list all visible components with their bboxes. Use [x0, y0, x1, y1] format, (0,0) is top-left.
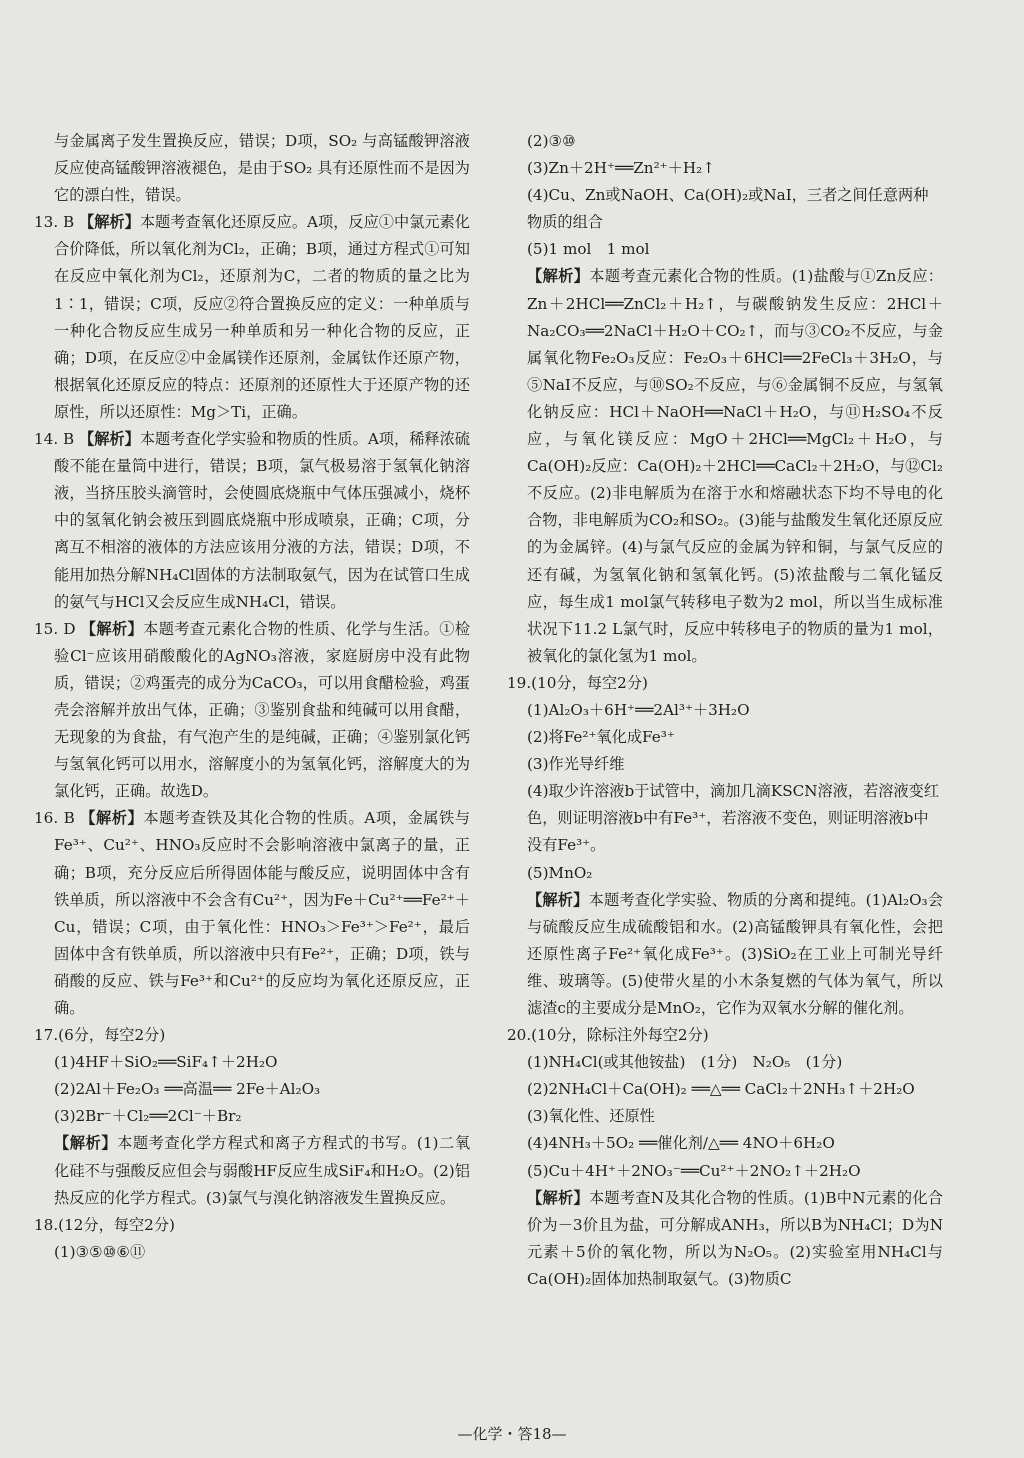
continued-text: 与金属离子发生置换反应，错误；D项，SO₂ 与高锰酸钾溶液反应使高锰酸钾溶液褪色，是由于SO₂ 具有还原性而不是因为它的漂白性，错误。: [54, 132, 470, 205]
answer-13-text: 本题考查氧化还原反应。A项，反应①中氯元素化合价降低，所以氧化剂为Cl₂，正确；B项，通过方程式①可知在反应中氧化剂为Cl₂，还原剂为C，二者的物质的量之比为1∶1，错误；C项，反应②符合置换反应的定义：一种单质与一种化合物反应生成另一种单质和另一种化合物的反应，正确；D项，在反应②中金属镁作还原剂，金属钛作还原产物，根据氧化还原反应的特点：还原剂的还原性大于还原产物的还原性，所以还原性：Mg＞Ti，正确。: [54, 213, 470, 421]
answer-17-analysis: [34, 1130, 470, 1211]
answer-16-number: 16. B: [34, 809, 75, 828]
answer-20-analysis-text: 本题考查N及其化合物的性质。(1)B中N元素的化合价为－3价且为盐，可分解成ANH₃，所以B为NH₄Cl；D为N元素＋5价的氧化物，所以为N₂O₅。(2)实验室用NH₄Cl与Ca(OH)₂固体加热制取氨气。(3)物质C: [527, 1188, 943, 1288]
answer-20-analysis: [507, 1185, 943, 1293]
page-footer: —化学・答18—: [457, 1425, 567, 1443]
answer-18-analysis: [507, 263, 943, 669]
answer-17-line: (2)2Al＋Fe₂O₃ ══高温══ 2Fe＋Al₂O₃: [54, 1080, 321, 1099]
answer-17-analysis-text: 本题考查化学方程式和离子方程式的书写。(1)二氧化硅不与强酸反应但会与弱酸HF反应生成SiF₄和H₂O。(2)铝热反应的化学方程式。(3)氯气与溴化钠溶液发生置换反应。: [54, 1134, 471, 1207]
answer-19-line: (1)Al₂O₃＋6H⁺══2Al³⁺＋3H₂O: [527, 700, 750, 719]
answer-14-number: 14. B: [34, 430, 75, 449]
analysis-tag: 【解析】: [527, 1188, 589, 1207]
answer-20-line: (3)氧化性、还原性: [527, 1107, 655, 1126]
answer-18-line: (1)③⑤⑩⑥⑪: [54, 1242, 146, 1261]
answer-18-heading: 18.(12分，每空2分): [34, 1215, 175, 1234]
answer-15: [34, 616, 470, 806]
answer-14: [34, 426, 470, 616]
answer-19-heading: 19.(10分，每空2分): [507, 673, 648, 692]
answer-17-line: (1)4HF＋SiO₂══SiF₄↑＋2H₂O: [54, 1053, 278, 1072]
answer-19-line: (3)作光导纤维: [527, 755, 625, 774]
answer-19-line: (4)取少许溶液b于试管中，滴加几滴KSCN溶液，若溶液变红色，则证明溶液b中有Fe³⁺，若溶液不变色，则证明溶液b中没有Fe³⁺。: [527, 782, 940, 855]
analysis-tag: 【解析】: [80, 809, 144, 828]
answer-20-line: (5)Cu＋4H⁺＋2NO₃⁻══Cu²⁺＋2NO₂↑＋2H₂O: [527, 1161, 861, 1180]
analysis-tag: 【解析】: [527, 890, 589, 909]
answer-19-line: (5)MnO₂: [527, 863, 593, 882]
answer-20-line: (4)4NH₃＋5O₂ ══催化剂/△══ 4NO＋6H₂O: [527, 1134, 835, 1153]
answer-18-analysis-text: 本题考查元素化合物的性质。(1)盐酸与①Zn反应：Zn＋2HCl══ZnCl₂＋H₂↑，与碳酸钠发生反应：2HCl＋Na₂CO₃══2NaCl＋H₂O＋CO₂↑，而与③CO₂不反应，与金属氧化物Fe₂O₃反应：Fe₂O₃＋6HCl══2FeCl₃＋3H₂O，与⑤NaI不反应，与⑩SO₂不反应，与⑥金属铜不反应，与氢氧化钠反应：HCl＋NaOH══NaCl＋H₂O，与⑪H₂SO₄不反应，与氧化镁反应：MgO＋2HCl══MgCl₂＋H₂O，与Ca(OH)₂反应：Ca(OH)₂＋2HCl══CaCl₂＋2H₂O，与⑫Cl₂不反应。(2)非电解质为在溶于水和熔融状态下均不导电的化合物，非电解质为CO₂和SO₂。(3)能与盐酸发生氧化还原反应的为金属锌。(4)与氯气反应的金属为锌和铜，与氯气反应的还有碱，为氢氧化钠和氢氧化钙。(5)浓盐酸与二氧化锰反应，每生成1 mol氯气转移电子数为2 mol，所以当生成标准状况下11.2 L氯气时，反应中转移电子的物质的量为1 mol，被氧化的氯化氢为1 mol。: [527, 267, 943, 665]
analysis-tag: 【解析】: [80, 619, 144, 638]
answer-13-number: 13. B: [34, 213, 75, 232]
answer-17-heading: 17.(6分，每空2分): [34, 1026, 166, 1045]
answer-14-text: 本题考查化学实验和物质的性质。A项，稀释浓硫酸不能在量筒中进行，错误；B项，氯气极易溶于氢氧化钠溶液，当挤压胶头滴管时，会使圆底烧瓶中气体压强减小，烧杯中的氢氧化钠会被压到圆底烧瓶中形成喷泉，正确；C项，分离互不相溶的液体的方法应该用分液的方法，错误；D项，不能用加热分解NH₄Cl固体的方法制取氨气，因为在试管口生成的氨气与HCl又会反应生成NH₄Cl，错误。: [54, 430, 470, 611]
answer-18-line: (3)Zn＋2H⁺══Zn²⁺＋H₂↑: [527, 159, 715, 178]
answer-19-analysis-text: 本题考查化学实验、物质的分离和提纯。(1)Al₂O₃会与硫酸反应生成硫酸铝和水。(2)高锰酸钾具有氧化性，会把还原性离子Fe²⁺氧化成Fe³⁺。(3)SiO₂在工业上可制光导纤维、玻璃等。(5)使带火星的小木条复燃的气体为氧气，所以滤渣c的主要成分是MnO₂，它作为双氧水分解的催化剂。: [527, 890, 944, 1017]
answer-13: [34, 209, 470, 426]
analysis-tag: 【解析】: [79, 430, 140, 449]
right-column: [507, 128, 943, 1293]
answer-16: [34, 805, 470, 1022]
analysis-tag: 【解析】: [54, 1134, 118, 1153]
answer-16-text: 本题考查铁及其化合物的性质。A项，金属铁与Fe³⁺、Cu²⁺、HNO₃反应时不会影响溶液中氯离子的量，正确；B项，充分反应后所得固体能与酸反应，说明固体中含有铁单质，所以溶液中不会含有Cu²⁺，因为Fe＋Cu²⁺══Fe²⁺＋Cu，错误；C项，由于氧化性：HNO₃＞Fe³⁺＞Fe²⁺，最后固体中含有铁单质，所以溶液中只有Fe²⁺，正确；D项，铁与硝酸的反应、铁与Fe³⁺和Cu²⁺的反应均为氧化还原反应，正确。: [54, 809, 471, 1017]
answer-20-line: (1)NH₄Cl(或其他铵盐) (1分) N₂O₅ (1分): [527, 1053, 843, 1072]
answer-18-line: (2)③⑩: [527, 132, 576, 150]
answer-18-line: (5)1 mol 1 mol: [527, 240, 650, 259]
answer-15-text: 本题考查元素化合物的性质、化学与生活。①检验Cl⁻应该用硝酸酸化的AgNO₃溶液，家庭厨房中没有此物质，错误；②鸡蛋壳的成分为CaCO₃，可以用食醋检验，鸡蛋壳会溶解并放出气体，正确；③鉴别食盐和纯碱可以用食醋，无现象的为食盐，有气泡产生的是纯碱，正确；④鉴别氯化钙与氢氧化钙可以用水，溶解度小的为氢氧化钙，溶解度大的为氯化钙，正确。故选D。: [54, 619, 471, 801]
answer-18-line: (4)Cu、Zn或NaOH、Ca(OH)₂或NaI，三者之间任意两种物质的组合: [527, 186, 929, 232]
answer-20-line: (2)2NH₄Cl＋Ca(OH)₂ ══△══ CaCl₂＋2NH₃↑＋2H₂O: [527, 1080, 915, 1099]
answer-15-number: 15. D: [34, 619, 76, 638]
answer-20-heading: 20.(10分，除标注外每空2分): [507, 1026, 709, 1045]
answer-19-line: (2)将Fe²⁺氧化成Fe³⁺: [527, 728, 675, 747]
analysis-tag: 【解析】: [527, 267, 590, 286]
answer-19-analysis: [507, 887, 943, 1022]
analysis-tag: 【解析】: [79, 213, 140, 232]
left-column: [34, 128, 470, 1266]
answer-17-line: (3)2Br⁻＋Cl₂══2Cl⁻＋Br₂: [54, 1107, 242, 1126]
